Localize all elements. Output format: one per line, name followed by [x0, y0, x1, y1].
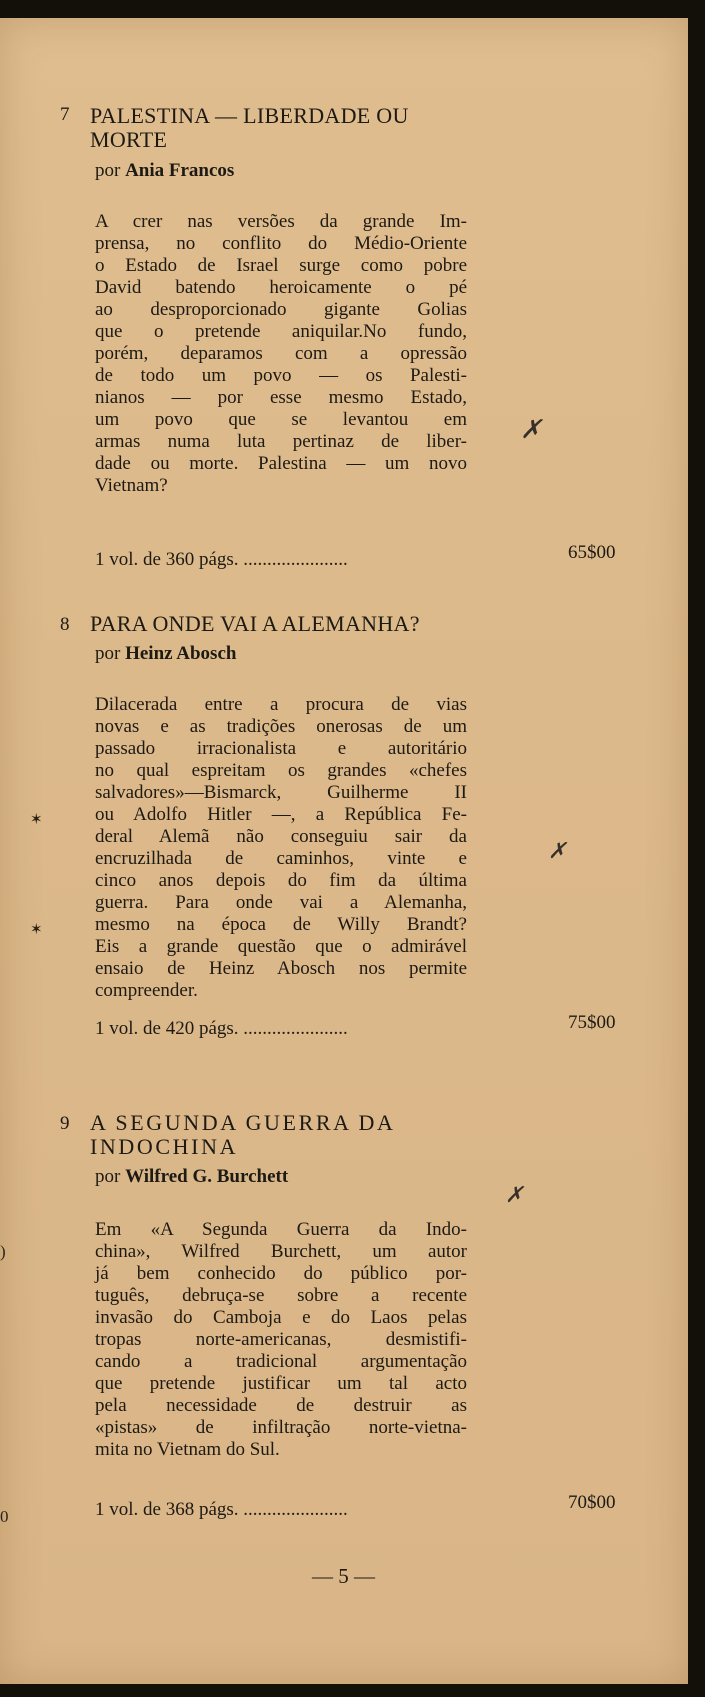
author-prefix: por	[95, 1166, 121, 1187]
binding-mark: ✶	[30, 812, 43, 828]
description-line: armas numa luta pertinaz de liber-	[95, 431, 467, 452]
entry-volume: 1 vol. de 368 págs. ......................	[95, 1499, 348, 1520]
description-line: um povo que se levantou em	[95, 409, 467, 430]
entry-author	[95, 160, 234, 182]
description-line: A crer nas versões da grande Im-	[95, 211, 467, 232]
entry-description	[95, 694, 467, 1002]
entry-price: 70$00	[568, 1492, 616, 1513]
entry-description	[95, 211, 467, 497]
entry-volume: 1 vol. de 360 págs. ......................	[95, 549, 348, 570]
description-line: David batendo heroicamente o pé	[95, 277, 467, 298]
description-line: porém, deparamos com a opressão	[95, 343, 467, 364]
previous-page-digit: )	[0, 1242, 6, 1261]
entry-volume: 1 vol. de 420 págs. ......................	[95, 1018, 348, 1039]
entry-author	[95, 1166, 288, 1188]
entry-number: 8	[60, 614, 70, 635]
entry-description	[95, 1219, 467, 1461]
description-line: salvadores»—Bismarck, Guilherme II	[95, 782, 467, 803]
description-line: pela necessidade de destruir as	[95, 1395, 467, 1416]
entry-author	[95, 643, 236, 665]
author-prefix: por	[95, 643, 121, 664]
handwritten-mark: ✗	[548, 838, 567, 863]
author-name: Heinz Abosch	[125, 643, 237, 664]
previous-page-digit: 0	[0, 1507, 9, 1526]
author-name: Wilfred G. Burchett	[125, 1166, 289, 1187]
entry-title: PALESTINA — LIBERDADE OU MORTE	[90, 103, 409, 152]
description-line: Vietnam?	[95, 475, 168, 496]
description-line: Eis a grande questão que o admirável	[95, 936, 467, 957]
description-line: Em «A Segunda Guerra da Indo-	[95, 1219, 467, 1240]
description-line: compreender.	[95, 980, 198, 1001]
description-line: que o pretende aniquilar.No fundo,	[95, 321, 467, 342]
description-line: encruzilhada de caminhos, vinte e	[95, 848, 467, 869]
binding-mark: ✶	[30, 922, 43, 938]
description-line: mita no Vietnam do Sul.	[95, 1439, 280, 1460]
description-line: ensaio de Heinz Abosch nos permite	[95, 958, 467, 979]
entry-title: A SEGUNDA GUERRA DA INDOCHINA	[90, 1110, 395, 1159]
description-line: ao desproporcionado gigante Golias	[95, 299, 467, 320]
description-line: que pretende justificar um tal acto	[95, 1373, 467, 1394]
description-line: guerra. Para onde vai a Alemanha,	[95, 892, 467, 913]
author-name: Ania Francos	[125, 160, 235, 181]
entry-number: 7	[60, 104, 70, 125]
page-number: — 5 —	[312, 1564, 375, 1588]
description-line: «pistas» de infiltração norte-vietna-	[95, 1417, 467, 1438]
description-line: no qual espreitam os grandes «chefes	[95, 760, 467, 781]
description-line: de todo um povo — os Palesti-	[95, 365, 467, 386]
description-line: Dilacerada entre a procura de vias	[95, 694, 467, 715]
handwritten-mark: ✗	[520, 415, 542, 444]
description-line: prensa, no conflito do Médio-Oriente	[95, 233, 467, 254]
description-line: já bem conhecido do público por-	[95, 1263, 467, 1284]
description-line: china», Wilfred Burchett, um autor	[95, 1241, 467, 1262]
description-line: ou Adolfo Hitler —, a República Fe-	[95, 804, 467, 825]
entry-number: 9	[60, 1113, 70, 1134]
description-line: deral Alemã não conseguiu sair da	[95, 826, 467, 847]
description-line: mesmo na época de Willy Brandt?	[95, 914, 467, 935]
description-line: cinco anos depois do fim da última	[95, 870, 467, 891]
description-line: invasão do Camboja e do Laos pelas	[95, 1307, 467, 1328]
description-line: passado irracionalista e autoritário	[95, 738, 467, 759]
description-line: novas e as tradições onerosas de um	[95, 716, 467, 737]
description-line: dade ou morte. Palestina — um novo	[95, 453, 467, 474]
description-line: cando a tradicional argumentação	[95, 1351, 467, 1372]
description-line: nianos — por esse mesmo Estado,	[95, 387, 467, 408]
description-line: o Estado de Israel surge como pobre	[95, 255, 467, 276]
author-prefix: por	[95, 160, 121, 181]
entry-title: PARA ONDE VAI A ALEMANHA?	[90, 611, 420, 636]
description-line: tuguês, debruça-se sobre a recente	[95, 1285, 467, 1306]
entry-price: 65$00	[568, 542, 616, 563]
entry-price: 75$00	[568, 1012, 616, 1033]
description-line: tropas norte-americanas, desmistifi-	[95, 1329, 467, 1350]
handwritten-mark: ✗	[505, 1182, 524, 1207]
